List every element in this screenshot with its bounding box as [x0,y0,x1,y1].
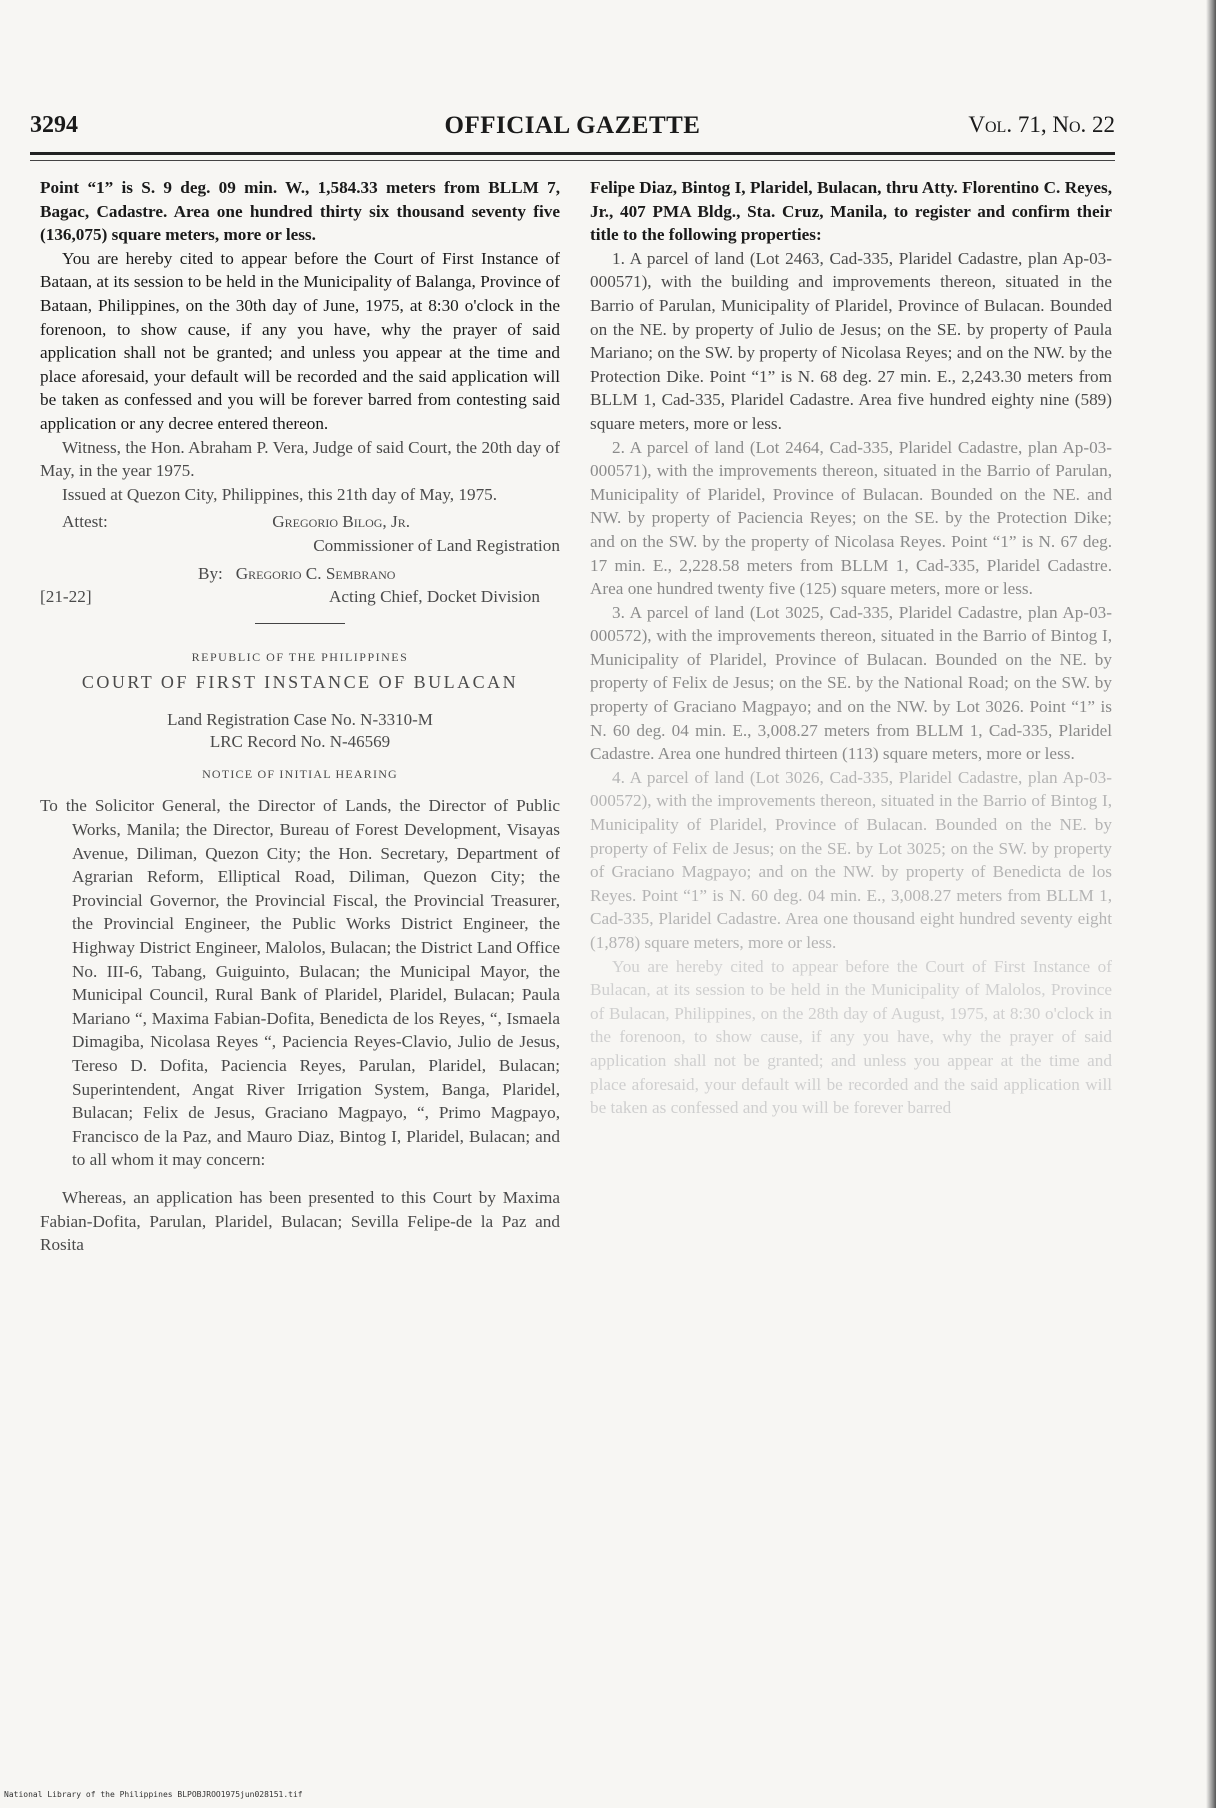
whereas-paragraph: Whereas, an application has been presented to this Court by Maxima Fabian-Dofita, Parulan, Plaridel, Bulacan; Sevilla Felipe-de la Paz and Rosita [40,1187,560,1255]
applicants-paragraph: Felipe Diaz, Bintog I, Plaridel, Bulacan, thru Atty. Florentino C. Reyes, Jr., 407 PMA Bldg., Sta. Cruz, Manila, to register and confirm their title to the following properties: [590,178,1112,245]
addressees-paragraph: To the Solicitor General, the Director of Lands, the Director of Public Works, Manila; the Director, Bureau of Forest Development, Visayas Avenue, Diliman, Quezon City; the Hon. Secretary, Department of Agrarian Reform, Elliptical Road, Diliman, Quezon City; the Provincial Governor, the Provincial Fiscal, the Provincial Treasurer, the Provincial Engineer, the Public Works District Engineer, the Highway District Engineer, Malolos, Bulacan; the District Land Office No. III-6, Tabang, Guiguinto, Bulacan; the Municipal Mayor, the Municipal Council, Rural Bank of Plaridel, Plaridel, Bulacan; Paula Mariano “, Maxima Fabian-Dofita, Benedicta de los Reyes, “, Ismaela Dimagiba, Nicolasa Reyes “, Paciencia Reyes-Clavio, Julio de Jesus, Tereso D. Dofita, Paciencia Reyes, Parulan, Plaridel, Bulacan; Superintendent, Angat River Irrigation System, Banga, Plaridel, Bulacan; Felix de Jesus, Graciano Magpayo, “, Primo Magpayo, Francisco de la Paz, and Mauro Diaz, Bintog I, Plaridel, Bulacan; and to all whom it may concern: [40,796,560,1170]
page-spine-shadow [1206,0,1216,1808]
parcel-1-paragraph: 1. A parcel of land (Lot 2463, Cad-335, Plaridel Cadastre, plan Ap-03-000571), with the building and improvements thereon, situated in the Barrio of Parulan, Municipality of Plaridel, Province of Bulacan. Bounded on the NE. by property of Julio de Jesus; on the SE. by property of Paula Mariano; on the SW. by property of Nicolasa Reyes; and on the NW. by the Protection Dike. Point “1” is N. 68 deg. 27 min. E., 2,243.30 meters from BLLM 1, Cad-335, Plaridel Cadastre. Area five hundred eighty nine (589) square meters, more or less. [590,248,1112,433]
attest-block [40,510,560,608]
page-header [30,112,1115,146]
header-rule-thin [30,160,1115,161]
court-heading: COURT OF FIRST INSTANCE OF BULACAN [81,672,519,693]
section-divider [255,623,345,624]
scan-footer: National Library of the Philippines BLPOBJROO1975jun028151.tif [4,1790,303,1799]
chief-name: Gregorio C. Sembrano [235,563,396,583]
parcel-3-paragraph: 3. A parcel of land (Lot 3025, Cad-335, Plaridel Cadastre, plan Ap-03-000572), with the improvements thereon, situated in the Barrio of Bintog I, Municipality of Plaridel, Province of Bulacan. Bounded on the NE. by property of Felix de Jesus; on the SE. by the National Road; on the SW. by property of Graciano Magpayo; and on the NW. by Lot 3026. Point “1” is N. 60 deg. 04 min. E., 3,008.27 meters from BLLM 1, Cad-335, Plaridel Cadastre. Area one hundred thirteen (113) square meters, more or less. [590,602,1112,764]
witness-paragraph: Witness, the Hon. Abraham P. Vera, Judge of said Court, the 20th day of May, in the year 1975. [40,437,560,481]
attest-label: Attest: [62,512,108,532]
issued-paragraph: Issued at Quezon City, Philippines, this 21th day of May, 1975. [62,484,498,504]
left-column [40,176,560,1257]
header-rule [30,152,1115,155]
point-paragraph: Point “1” is S. 9 deg. 09 min. W., 1,584.33 meters from BLLM 7, Bagac, Cadastre. Area one hundred thirty six thousand seventy five (136,075) square meters, more or less. [40,178,560,245]
lrc-record: LRC Record No. N-46569 [209,731,391,751]
citation-paragraph-right: You are hereby cited to appear before the Court of First Instance of Bulacan, at its session to be held in the Municipality of Malolos, Province of Bulacan, Philippines, on the 28th day of August, 1975, at 8:30 o'clock in the forenoon, to show cause, if any you have, why the prayer of said application shall not be granted; and unless you appear at the time and place aforesaid, your default will be recorded and the said application will be taken as confessed and you will be forever barred [590,956,1112,1118]
gazette-title: OFFICIAL GAZETTE [444,112,701,139]
case-info [40,709,560,753]
page-number: 3294 [30,112,78,138]
commissioner-title: Commissioner of Land Registration [313,535,560,555]
republic-heading: REPUBLIC OF THE PHILIPPINES [191,649,409,664]
parcel-2-paragraph: 2. A parcel of land (Lot 2464, Cad-335, Plaridel Cadastre, plan Ap-03-000571), with the improvements thereon, situated in the Barrio of Parulan, Municipality of Plaridel, Province of Bulacan. Bounded on the NE. and NW. by property of Paciencia Reyes; on the SE. by the Protection Dike; and on the SW. by the property of Nicolasa Reyes. Point “1” is N. 67 deg. 17 min. E., 2,228.58 meters from BLLM 1, Cad-335, Plaridel Cadastre. Area one hundred twenty five (125) square meters, more or less. [590,437,1112,599]
notice-heading: NOTICE OF INITIAL HEARING [202,766,398,781]
parcel-4-paragraph: 4. A parcel of land (Lot 3026, Cad-335, Plaridel Cadastre, plan Ap-03-000572), with the improvements thereon, situated in the Barrio of Bintog I, Municipality of Plaridel, Province of Bulacan. Bounded on the NE. by property of Felix de Jesus; on the SE. by Lot 3025; on the SW. by property of Graciano Magpayo; and on the NW. by property of Benedicta de los Reyes. Point “1” is N. 60 deg. 04 min. E., 3,008.27 meters from BLLM 1, Cad-335, Plaridel Cadastre. Area one thousand eight hundred seventy eight (1,878) square meters, more or less. [590,767,1112,952]
case-number: Land Registration Case No. N-3310-M [167,709,433,729]
reference-number: [21-22] [40,587,92,607]
right-column [590,176,1112,1120]
commissioner-name: Gregorio Bilog, Jr. [272,512,410,532]
chief-title: Acting Chief, Docket Division [329,587,540,607]
by-label: By: [198,563,223,583]
volume-label: Vol. 71, No. 22 [968,112,1115,137]
citation-paragraph: You are hereby cited to appear before the Court of First Instance of Bataan, at its session to be held in the Municipality of Balanga, Province of Bataan, Philippines, on the 30th day of June, 1975, at 8:30 o'clock in the forenoon, to show cause, if any you have, why the prayer of said application shall not be granted; and unless you appear at the time and place aforesaid, your default will be recorded and the said application will be taken as confessed and you will be forever barred from contesting said application or any decree entered thereon. [40,248,560,433]
